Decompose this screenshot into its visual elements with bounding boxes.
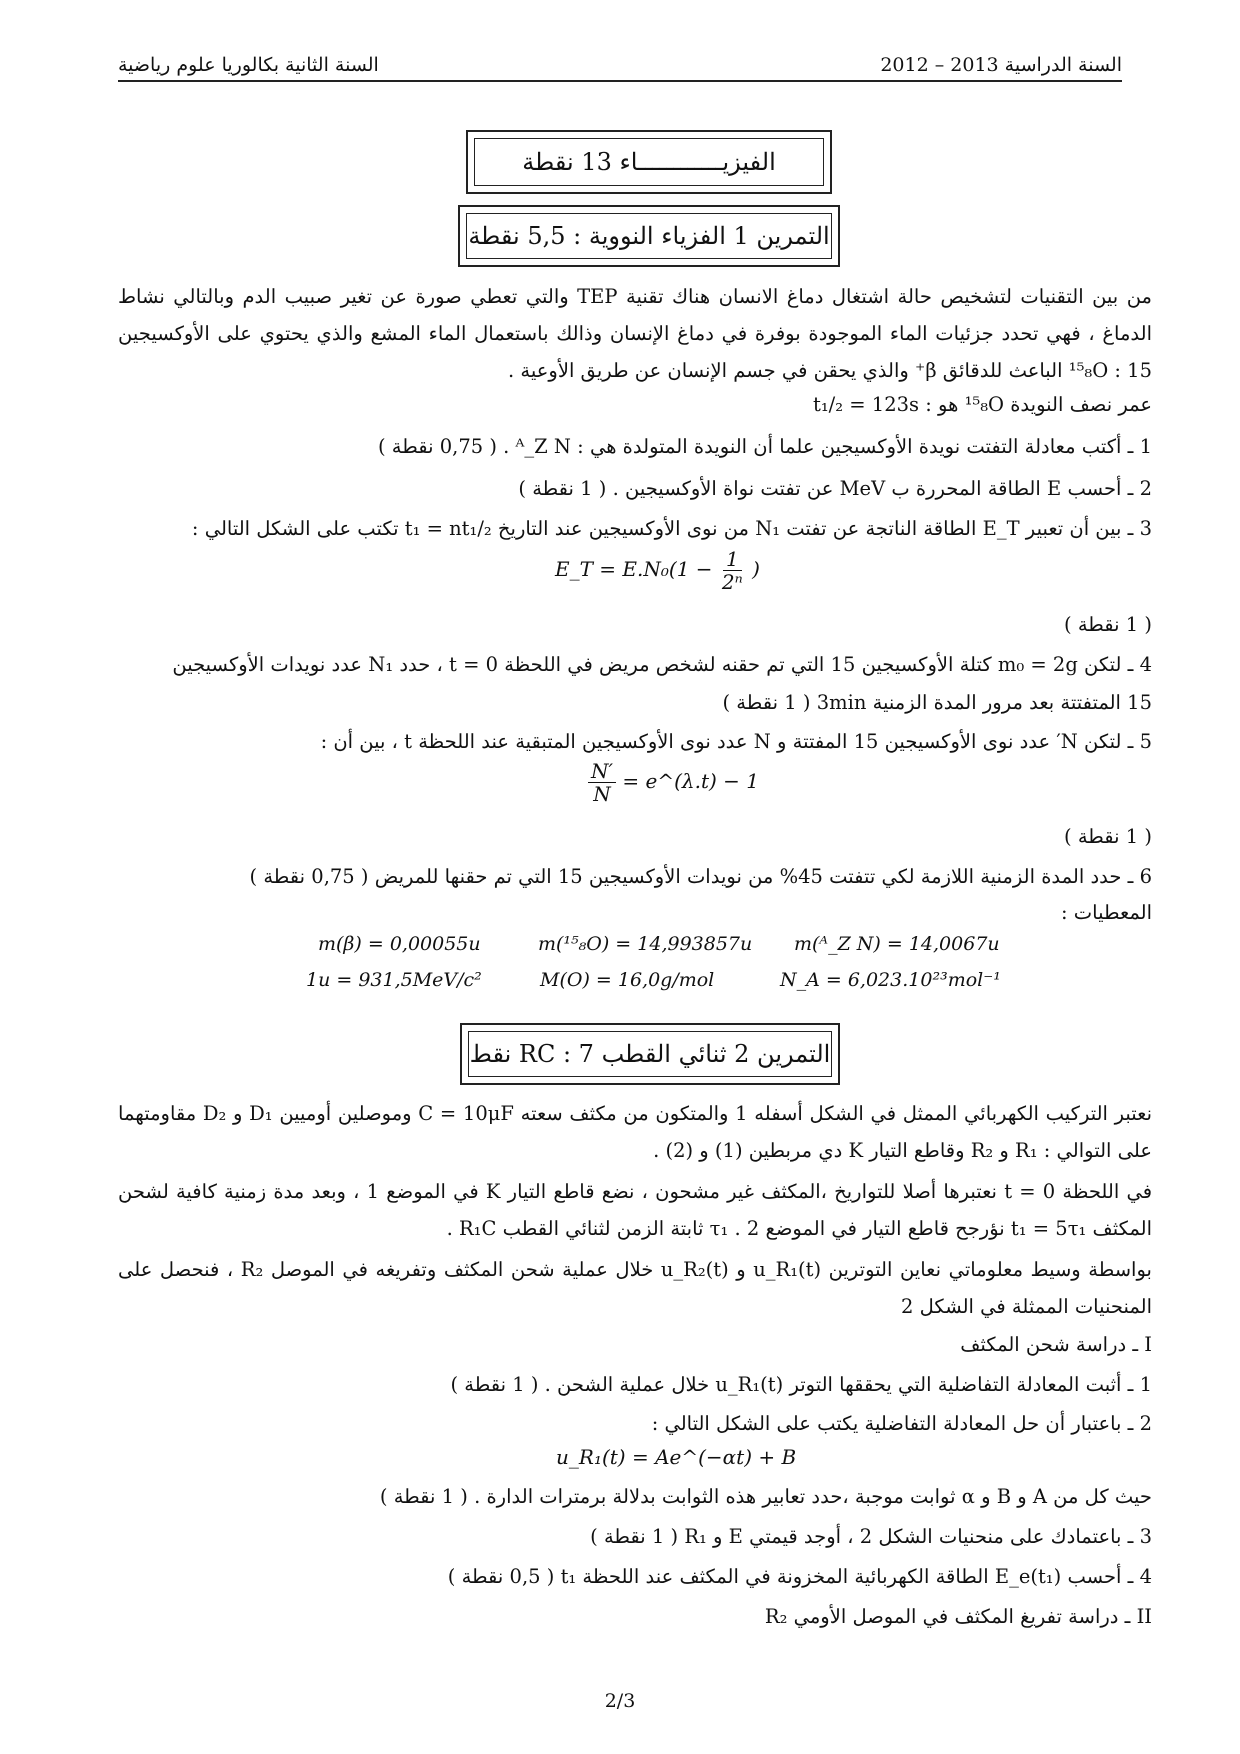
q5-right: = e^(λ.t) − 1	[622, 769, 759, 793]
ex1-q5-points: ( 1 نقطة )	[1064, 825, 1152, 848]
ex1-q4a: 4 ـ لتكن m₀ = 2g كتلة الأوكسيجين 15 التي تم حقنه لشخص مريض في اللحظة t = 0 ، حدد N₁ عدد نويدات الأوكسيجين	[172, 653, 1152, 676]
ex2-q3: 3 ـ باعتمادك على منحنيات الشكل 2 ، أوجد قيمتي E و R₁ ( 1 نقطة )	[590, 1525, 1152, 1548]
eq-den: 2ⁿ	[721, 570, 743, 594]
data-m-nitrogen: m(ᴬ_Z N) = 14,0067u	[794, 933, 1000, 955]
exercise2-title-box	[460, 1023, 840, 1085]
eq-fraction	[719, 548, 746, 593]
ex1-q5-equation	[588, 760, 759, 805]
ex2-q2-equation: u_R₁(t) = Ae^(−αt) + B	[556, 1445, 797, 1469]
data-u: 1u = 931,5MeV/c²	[306, 969, 482, 991]
ex1-q1: 1 ـ أكتب معادلة التفتت نويدة الأوكسيجين علما أن النويدة المتولدة هي : ᴬ_Z N . ( 0,75 نقطة )	[377, 435, 1152, 458]
data-avogadro: N_A = 6,023.10²³mol⁻¹	[780, 969, 1001, 991]
exercise1-title-box	[458, 205, 840, 267]
data-m-oxygen: m(¹⁵₈O) = 14,993857u	[538, 933, 753, 955]
header-year: السنة الدراسية 2013 – 2012	[880, 54, 1122, 76]
ex1-data-label: المعطيات :	[1061, 901, 1152, 924]
ex2-q2b: حيث كل من A و B و α ثوابت موجبة ،حدد تعابير هذه الثوابت بدلالة برمترات الدارة . ( 1 نقطة )	[379, 1485, 1152, 1508]
eq-num: 1	[723, 548, 742, 571]
ex1-q3-equation	[555, 548, 760, 593]
ex2-intro: نعتبر التركيب الكهربائي الممثل في الشكل أسفله 1 والمتكون من مكثف سعته C = 10μF وموصلين أوميين D₁ و D₂ مقاومتهما على التوالي : R₁ و R₂ وقاطع التيار K دي مربطين (1) و (2) .	[118, 1102, 1152, 1162]
eq-right: )	[752, 557, 760, 581]
data-m-beta: m(β) = 0,00055u	[318, 933, 481, 955]
ex2-q4: 4 ـ أحسب E_e(t₁) الطاقة الكهربائية المخزونة في المكثف عند اللحظة t₁ ( 0,5 نقطة )	[447, 1565, 1152, 1588]
page-number: 2/3	[604, 1690, 636, 1712]
ex2-q2: 2 ـ باعتبار أن حل المعادلة التفاضلية يكتب على الشكل التالي :	[651, 1412, 1152, 1435]
page-header	[118, 44, 1122, 82]
ex1-intro: من بين التقنيات لتشخيص حالة اشتغال دماغ الانسان هناك تقنية TEP والتي تعطي صورة عن تغير صبيب الدم وبالتالي نشاط الدماغ ، فهي تحدد جزئيات الماء الموجودة بوفرة في دماغ الإنسان وذالك باستعمال الماء المشع والذي يحتوي على الأوكسيجين 15 : ¹⁵₈O الباعث للدقائق β⁺ والذي يحقن في جسم الإنسان عن طريق الأوعية .	[118, 285, 1152, 382]
physics-title: الفيزيــــــــــــاء 13 نقطة	[474, 138, 824, 186]
q5-den: N	[593, 782, 611, 806]
physics-title-box	[466, 130, 832, 194]
ex1-q3: 3 ـ بين أن تعبير E_T الطاقة الناتجة عن تفتت N₁ من نوى الأوكسيجين عند التاريخ t₁ = nt₁/₂ تكتب على الشكل التالي :	[191, 517, 1152, 540]
ex1-halflife: عمر نصف النويدة ¹⁵₈O هو : t₁/₂ = 123s	[813, 393, 1152, 416]
data-molar-mass: M(O) = 16,0g/mol	[540, 969, 715, 991]
q5-num: N′	[588, 760, 616, 783]
header-level: السنة الثانية بكالوريا علوم رياضية	[118, 54, 379, 76]
q5-fraction	[588, 760, 616, 805]
ex2-p2: في اللحظة t = 0 نعتبرها أصلا للتواريخ ،المكثف غير مشحون ، نضع قاطع التيار K في الموضع 1 ، وبعد مدة زمنية كافية لشحن المكثف t₁ = 5τ₁ نؤرجح قاطع التيار في الموضع 2 . τ₁ ثابتة الزمن لثنائي القطب R₁C .	[118, 1180, 1153, 1240]
ex1-q5: 5 ـ لتكن N′ عدد نوى الأوكسيجين 15 المفتتة و N عدد نوى الأوكسيجين المتبقية عند اللحظة t ، بين أن :	[320, 730, 1152, 753]
ex2-p3: بواسطة وسيط معلوماتي نعاين التوترين u_R₁(t) و u_R₂(t) خلال عملية شحن المكثف وتفريغه في الموصل R₂ ، فنحصل على المنحنيات الممثلة في الشكل 2	[118, 1258, 1152, 1318]
ex2-partII: II ـ دراسة تفريغ المكثف في الموصل الأومي R₂	[764, 1605, 1152, 1628]
ex1-q4b: 15 المتفتتة بعد مرور المدة الزمنية 3min ( 1 نقطة )	[722, 691, 1152, 714]
ex2-q1: 1 ـ أثبت المعادلة التفاضلية التي يحققها التوتر u_R₁(t) خلال عملية الشحن . ( 1 نقطة )	[450, 1373, 1152, 1396]
eq-left: E_T = E.N₀(1 −	[555, 557, 713, 581]
ex1-q6: 6 ـ حدد المدة الزمنية اللازمة لكي تتفتت 45% من نويدات الأوكسيجين 15 التي تم حقنها للمريض ( 0,75 نقطة )	[249, 865, 1152, 888]
ex2-partI: I ـ دراسة شحن المكثف	[960, 1333, 1152, 1356]
ex1-q3-points: ( 1 نقطة )	[1064, 613, 1152, 636]
exercise1-title: التمرين 1 الفزياء النووية : 5,5 نقطة	[466, 213, 832, 259]
exercise2-title: التمرين 2 ثنائي القطب RC : 7 نقط	[468, 1031, 832, 1077]
ex1-q2: 2 ـ أحسب E الطاقة المحررة ب MeV عن تفتت نواة الأوكسيجين . ( 1 نقطة )	[518, 477, 1152, 500]
